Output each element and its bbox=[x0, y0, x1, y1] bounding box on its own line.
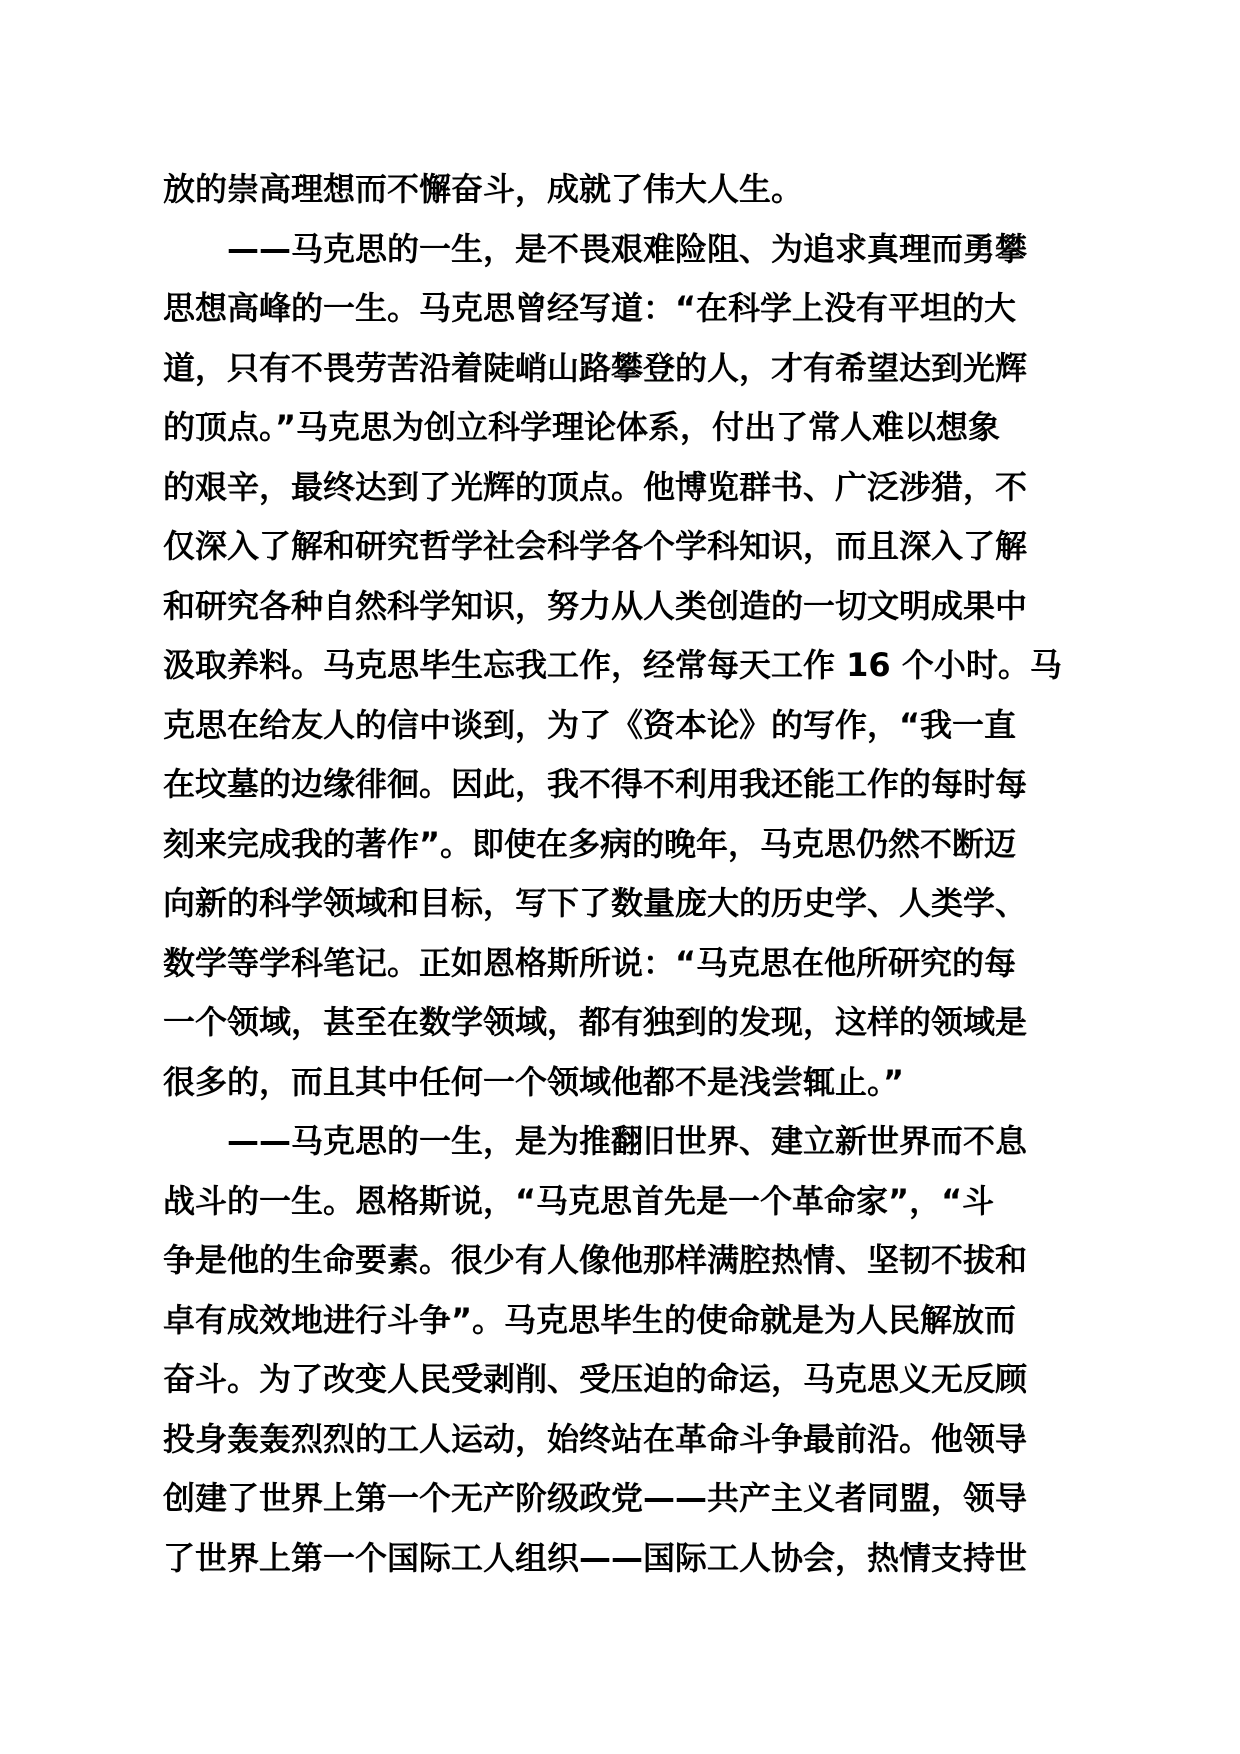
text-line: 争是他的生命要素。很少有人像他那样满腔热情、坚韧不拔和 bbox=[163, 1241, 1028, 1279]
text-line: 的艰辛，最终达到了光辉的顶点。他博览群书、广泛涉猎，不 bbox=[163, 467, 1028, 506]
text-line: 创建了世界上第一个无产阶级政党——共产主义者同盟，领导 bbox=[163, 1479, 1028, 1517]
text-line: 投身轰轰烈烈的工人运动，始终站在革命斗争最前沿。他领导 bbox=[163, 1419, 1028, 1458]
paragraph-first-line: ——马克思的一生，是不畏艰难险阻、为追求真理而勇攀 bbox=[227, 229, 1028, 268]
paragraph-first-line: ——马克思的一生，是为推翻旧世界、建立新世界而不息 bbox=[227, 1122, 1028, 1160]
text-line: 战斗的一生。恩格斯说，“马克思首先是一个革命家”，“斗 bbox=[163, 1181, 995, 1220]
text-line: 思想高峰的一生。马克思曾经写道：“在科学上没有平坦的大 bbox=[163, 289, 1017, 327]
text-line: 卓有成效地进行斗争”。马克思毕生的使命就是为人民解放而 bbox=[163, 1300, 1017, 1339]
text-line: 很多的，而且其中任何一个领域他都不是浅尝辄止。” bbox=[163, 1062, 905, 1101]
text-line: 汲取养料。马克思毕生忘我工作，经常每天工作 16 个小时。马 bbox=[163, 646, 1062, 684]
text-line: 刻来完成我的著作”。即使在多病的晚年，马克思仍然不断迈 bbox=[163, 824, 1017, 863]
text-line: 仅深入了解和研究哲学社会科学各个学科知识，而且深入了解 bbox=[163, 527, 1028, 565]
text-line: 在坟墓的边缘徘徊。因此，我不得不利用我还能工作的每时每 bbox=[163, 765, 1028, 803]
text-line: 奋斗。为了改变人民受剥削、受压迫的命运，马克思义无反顾 bbox=[163, 1360, 1028, 1398]
text-line: 克思在给友人的信中谈到，为了《资本论》的写作，“我一直 bbox=[163, 705, 1017, 744]
body-text bbox=[163, 160, 1083, 1588]
text-line: 的顶点。”马克思为创立科学理论体系，付出了常人难以想象 bbox=[163, 408, 1001, 446]
text-line: 了世界上第一个国际工人组织——国际工人协会，热情支持世 bbox=[163, 1538, 1028, 1577]
text-line: 数学等学科笔记。正如恩格斯所说：“马克思在他所研究的每 bbox=[163, 943, 1017, 982]
text-line: 放的崇高理想而不懈奋斗，成就了伟大人生。 bbox=[163, 170, 804, 208]
text-line: 和研究各种自然科学知识，努力从人类创造的一切文明成果中 bbox=[163, 586, 1028, 625]
text-line: 一个领域，甚至在数学领域，都有独到的发现，这样的领域是 bbox=[163, 1003, 1028, 1041]
text-line: 向新的科学领域和目标，写下了数量庞大的历史学、人类学、 bbox=[163, 884, 1028, 922]
text-line: 道，只有不畏劳苦沿着陡峭山路攀登的人，才有希望达到光辉 bbox=[163, 348, 1028, 387]
